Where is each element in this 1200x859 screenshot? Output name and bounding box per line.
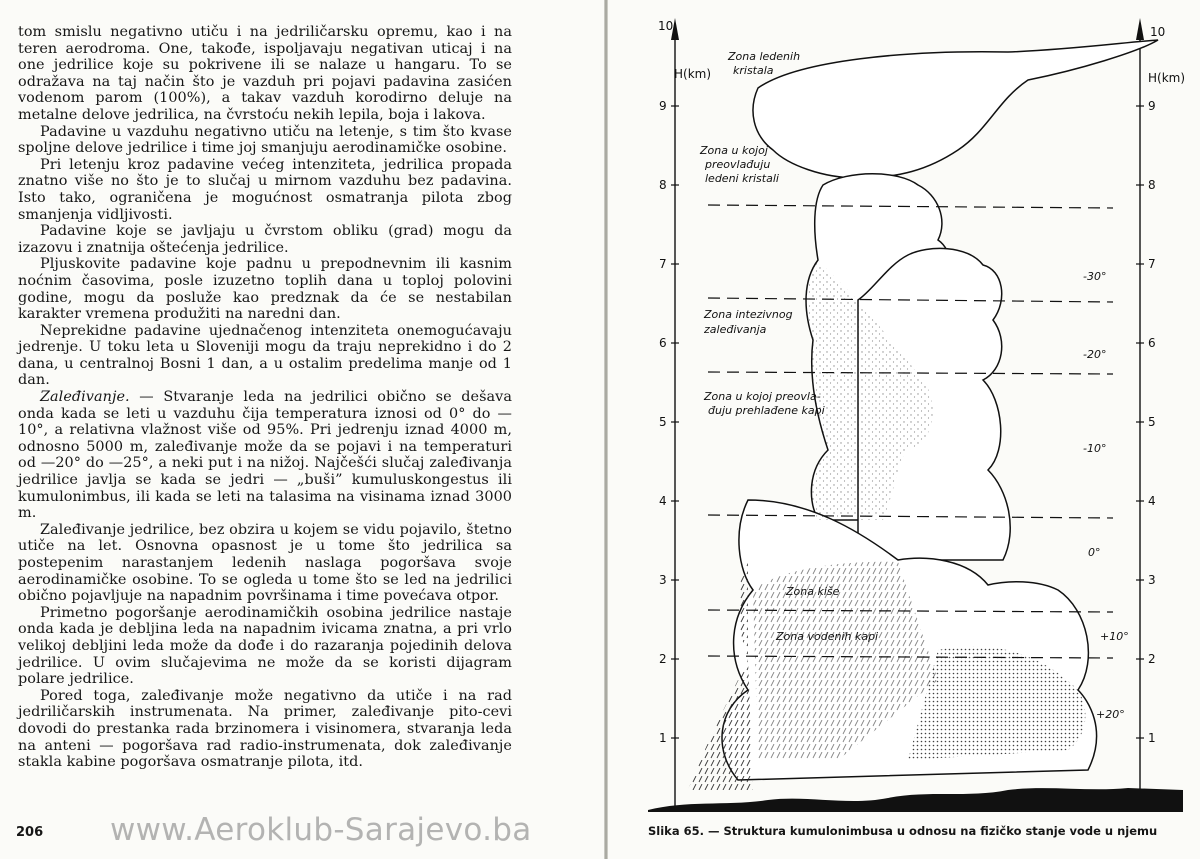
height-tick-label: 4 xyxy=(659,494,667,508)
temp-minus-30: -30° xyxy=(1083,270,1107,283)
paragraph: tom smislu negativno utiču i na jedriličarsku opremu, kao i na teren aerodroma. One, takođe, ispoljavaju negativan uticaj i na one jedrilice koje su pokrivene ili se nalaze u hangaru. To se odražava na taj način što je vazduh pri pojavi padavina zasićen vodenom parom (100%), a takav vazduh korodirno deluje na metalne delove jedrilica, na čvrstoću nekih lepila, boja i lakova. xyxy=(18,24,512,123)
temp-plus-20: +20° xyxy=(1096,708,1125,721)
height-tick-label: 2 xyxy=(1148,652,1156,666)
height-tick-label: 8 xyxy=(1148,178,1156,192)
height-tick-label: 4 xyxy=(1148,494,1156,508)
height-tick-label: 5 xyxy=(1148,415,1156,429)
page-number: 206 xyxy=(16,825,44,840)
label-icing-1: Zona intezivnog xyxy=(704,308,793,321)
temp-minus-20: -20° xyxy=(1083,348,1107,361)
figure-caption: Slika 65. — Struktura kumulonimbusa u odnosu na fizičko stanje vode u njemu xyxy=(648,824,1158,838)
height-tick-label: 1 xyxy=(1148,731,1156,745)
body-text xyxy=(18,24,512,771)
left-ticks xyxy=(659,99,679,745)
paragraph: Pored toga, zaleđivanje može negativno da utiče i na rad jedriličarskih instrumenata. Na primer, zaleđivanje pito-cevi dovodi do prestanka rada brzinomera i visinomera, stvaranja leda na anteni — pogoršava rad radio-instrumenata, dok zaleđivanje stakla kabine pogoršava osmatranje pilota, itd. xyxy=(18,687,512,771)
term-icing: Zaleđivanje. xyxy=(40,389,130,406)
right-ticks xyxy=(1136,99,1156,745)
paragraph: Pljuskovite padavine koje padnu u prepodnevnim ili kasnim noćnim časovima, posle izuzetno toplih dana u toploj polovini godine, mogu da posluže kao predznak da će se nestabilan karakter vremena produžiti na naredni dan. xyxy=(18,256,512,323)
height-tick-label: 5 xyxy=(659,415,667,429)
height-tick-label: 6 xyxy=(659,336,667,350)
ground xyxy=(648,788,1183,812)
paragraph: Neprekidne padavine ujednačenog intenziteta onemogućavaju jedrenje. U toku leta u Sloveniji mogu da traju neprekidno i do 2 dana, u centralnoj Bosni 1 dan, a u ostalim predelima manje od 1 dan. xyxy=(18,322,512,389)
temp-zero: 0° xyxy=(1088,546,1101,559)
height-tick-label: 6 xyxy=(1148,336,1156,350)
label-supercooled-1: Zona u kojoj preovla- xyxy=(704,390,821,403)
height-tick-label: 7 xyxy=(659,257,667,271)
paragraph: Padavine u vazduhu negativno utiču na letenje, s tim što kvase spoljne delove jedrilice i time joj smanjuju aerodinamičke osobine. xyxy=(18,123,512,157)
height-tick-label: 3 xyxy=(1148,573,1156,587)
axis-label-right: H(km) xyxy=(1148,71,1186,85)
height-tick-label: 1 xyxy=(659,731,667,745)
cumulonimbus-figure xyxy=(608,0,1200,859)
temperature-labels xyxy=(1083,270,1129,721)
label-ice-crystals-1: Zona ledenih xyxy=(728,50,801,63)
label-mostly-ice-3: ledeni kristali xyxy=(705,172,779,185)
paragraph: Pri letenju kroz padavine većeg intenziteta, jedrilica propada znatno više no što je to slučaj u mirnom vazduhu bez padavina. Isto tako, ograničena je mogućnost osmatranja pilota zbog smanjenja vidljivosti. xyxy=(18,156,512,223)
height-tick-label: 7 xyxy=(1148,257,1156,271)
temp-minus-10: -10° xyxy=(1083,442,1107,455)
paragraph-text: — Stvaranje leda na jedrilici obično se dešava onda kada se leti u vazduhu čija temperatura iznosi od 0° do —10°, a relativna vlažnost više od 95%. Pri jedrenju iznad 4000 m, odnosno 5000 m, zaleđivanje može da se pojavi i na temperaturi od —20° do —25°, a neki put i na nižoj. Najčešći slučaj zaleđivanja jedrilice javlja se kada se jedri — „buši” kumuluskongestus ili kumulonimbus, ili kada se leti na talasima na visinama iznad 3000 m. xyxy=(18,389,512,522)
axis-top-right: 10 xyxy=(1150,25,1166,39)
paragraph-icing xyxy=(18,389,512,522)
height-tick-label: 9 xyxy=(1148,99,1156,113)
height-tick-label: 9 xyxy=(659,99,667,113)
axis-label-left: H(km) xyxy=(674,67,712,81)
height-tick-label: 8 xyxy=(659,178,667,192)
right-height-axis xyxy=(1136,18,1185,790)
label-ice-crystals-2: kristala xyxy=(733,64,774,77)
height-tick-label: 3 xyxy=(659,573,667,587)
label-droplets: Zona vodenih kapi xyxy=(776,630,879,643)
label-mostly-ice-2: preovlađuju xyxy=(705,158,771,171)
temp-plus-10: +10° xyxy=(1100,630,1129,643)
label-mostly-ice-1: Zona u kojoj xyxy=(700,144,768,157)
paragraph: Zaleđivanje jedrilice, bez obzira u kojem se vidu pojavilo, štetno utiče na let. Osnovna opasnost je u tome što jedrilica sa postepenim narastanjem ledenih naslaga pogoršava svoje aerodinamičke osobine. To se ogleda u tome što se led na jedrilici obično pojavljuje na napadnim površinama i time povećava otpor. xyxy=(18,521,512,605)
left-height-axis xyxy=(658,18,711,812)
paragraph: Padavine koje se javljaju u čvrstom obliku (grad) mogu da izazovu i znatnija oštećenja jedrilice. xyxy=(18,223,512,256)
anvil-outline xyxy=(753,40,1158,178)
right-page xyxy=(608,0,1200,859)
axis-top-left: 10 xyxy=(658,19,674,33)
label-rain: Zona kiše xyxy=(786,585,840,598)
height-tick-label: 2 xyxy=(659,652,667,666)
label-supercooled-2: đuju prehlađene kapi xyxy=(708,404,825,417)
label-icing-2: zaleđivanja xyxy=(704,323,767,336)
watermark-url[interactable]: www.Aeroklub-Sarajevo.ba xyxy=(110,812,532,848)
paragraph: Primetno pogoršanje aerodinamičkih osobina jedrilice nastaje onda kada je debljina leda na napadnim ivicama znatna, a pri vrlo velikoj debljini leda može da dođe i do razaranja pojedinih delova jedrilice. U ovim slučajevima ne može da se koristi dijagram polare jedrilice. xyxy=(18,604,512,688)
